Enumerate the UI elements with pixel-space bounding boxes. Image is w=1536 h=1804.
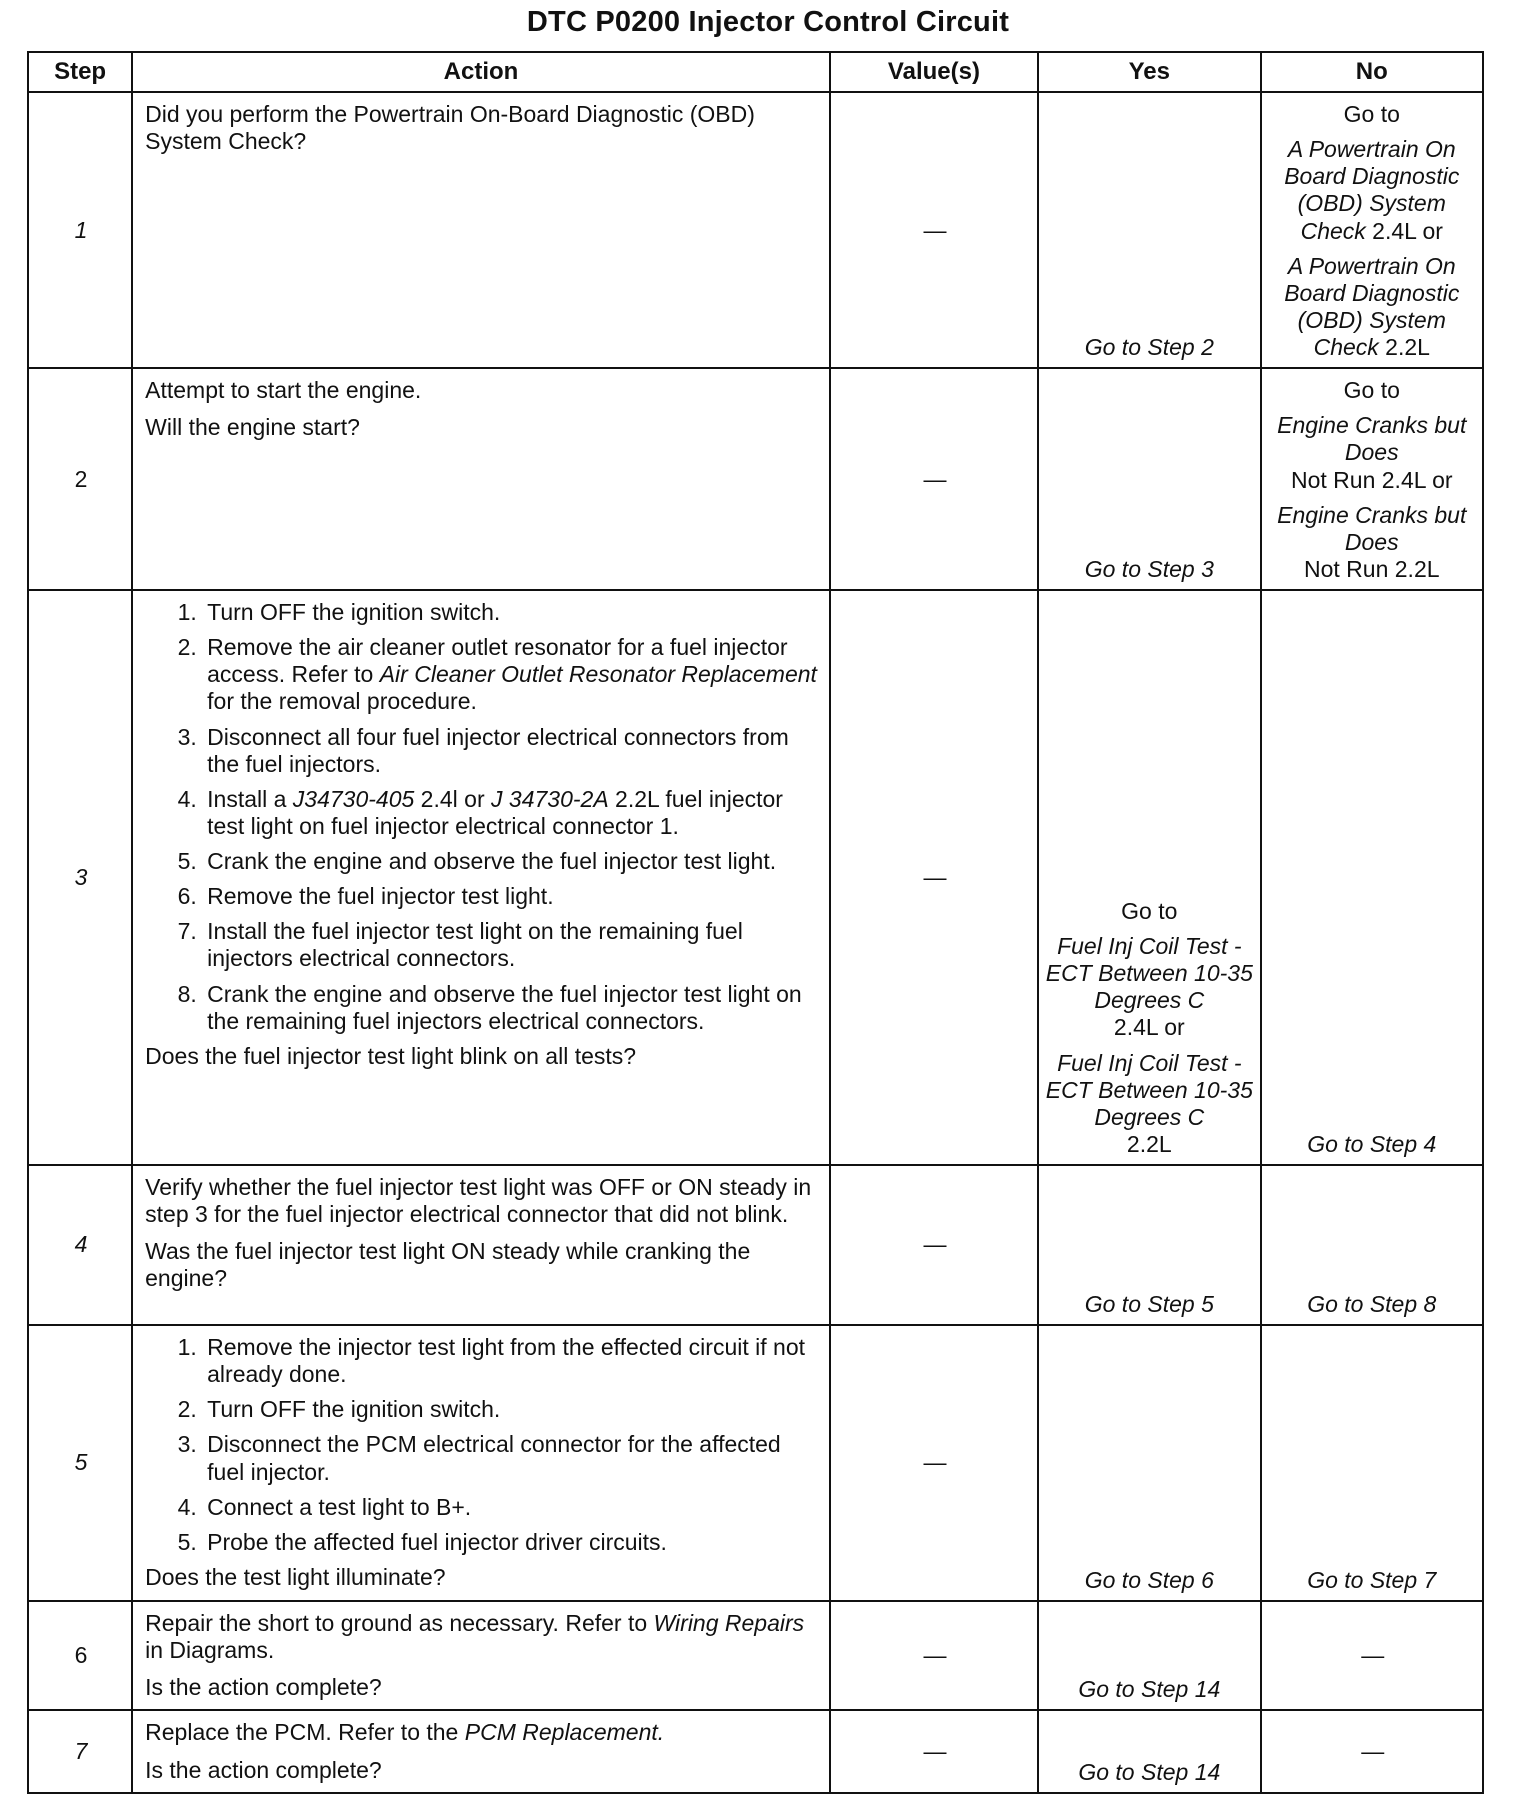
procedure-item: 5. Probe the affected fuel injector driver circuits.	[203, 1529, 819, 1556]
procedure-item: 4. Connect a test light to B+.	[203, 1494, 819, 1521]
action-question: Will the engine start?	[145, 414, 360, 441]
yes-reference-suffix: 2.2L	[1126, 1130, 1172, 1157]
action-cell	[132, 1601, 830, 1710]
no-reference-suffix: 2.2L	[1378, 334, 1430, 360]
header-action: Action	[132, 52, 830, 92]
procedure-list	[145, 1334, 819, 1556]
no-cell	[1261, 368, 1483, 590]
yes-goto-label: Go to	[1121, 897, 1178, 924]
step-number: 2	[28, 368, 132, 590]
action-text	[145, 1610, 819, 1664]
yes-cell	[1038, 92, 1260, 368]
procedure-item: 2. Turn OFF the ignition switch.	[203, 1396, 819, 1423]
yes-goto: Go to Step 14	[1078, 1758, 1221, 1785]
no-reference-1	[1266, 412, 1478, 493]
no-reference-1	[1266, 136, 1478, 245]
yes-cell	[1038, 1165, 1260, 1325]
yes-reference-title: Fuel Inj Coil Test - ECT Between 10-35 Degrees C	[1045, 1049, 1253, 1130]
no-reference-title: A Powertrain On Board Diagnostic (OBD) System Check	[1284, 252, 1460, 360]
no-goto: Go to Step 7	[1307, 1566, 1437, 1593]
header-yes: Yes	[1038, 52, 1260, 92]
yes-reference-1	[1043, 933, 1255, 1042]
procedure-item: 7. Install the fuel injector test light on the remaining fuel injectors electrical connectors.	[203, 918, 819, 972]
procedure-item: 6. Remove the fuel injector test light.	[203, 883, 819, 910]
yes-cell	[1038, 590, 1260, 1165]
table-header-row	[28, 52, 1483, 92]
diagnostic-table	[27, 51, 1484, 1794]
step-number: 4	[28, 1165, 132, 1325]
header-step: Step	[28, 52, 132, 92]
no-reference-2	[1266, 502, 1478, 583]
yes-cell	[1038, 1601, 1260, 1710]
item-text: Remove the air cleaner outlet resonator for a fuel injector access. Refer to	[207, 634, 788, 688]
value-cell: —	[830, 590, 1038, 1165]
item-tool-number: J 34730-2A	[491, 785, 609, 812]
no-cell	[1261, 590, 1483, 1165]
procedure-list	[145, 599, 819, 1035]
procedure-item: 8. Crank the engine and observe the fuel injector test light on the remaining fuel injectors electrical connectors.	[203, 981, 819, 1035]
no-cell: —	[1261, 1601, 1483, 1710]
action-text: Verify whether the fuel injector test light was OFF or ON steady in step 3 for the fuel injector electrical connector that did not blink.	[145, 1174, 812, 1228]
value-cell: —	[830, 1601, 1038, 1710]
step-number: 6	[28, 1601, 132, 1710]
action-question: Does the test light illuminate?	[145, 1563, 446, 1590]
item-text: Install a	[207, 785, 293, 812]
action-text	[145, 1719, 819, 1746]
no-reference-title: A Powertrain On Board Diagnostic (OBD) System Check	[1284, 136, 1460, 244]
yes-cell	[1038, 1710, 1260, 1792]
action-text: Attempt to start the engine.	[145, 377, 422, 404]
action-reference: Wiring Repairs	[653, 1610, 805, 1636]
value-cell: —	[830, 368, 1038, 590]
action-question: Does the fuel injector test light blink on all tests?	[145, 1042, 637, 1069]
action-text-part: Replace the PCM. Refer to the	[145, 1719, 465, 1746]
action-question: Was the fuel injector test light ON steady while cranking the engine?	[145, 1238, 751, 1292]
yes-goto: Go to Step 14	[1078, 1676, 1221, 1703]
action-cell	[132, 1710, 830, 1792]
table-row-step-3	[28, 590, 1483, 1165]
step-number: 7	[28, 1710, 132, 1792]
no-reference-suffix: Not Run 2.4L or	[1291, 466, 1453, 493]
step-number: 5	[28, 1325, 132, 1601]
action-cell	[132, 92, 830, 368]
yes-reference-title: Fuel Inj Coil Test - ECT Between 10-35 Degrees C	[1045, 933, 1253, 1014]
item-tool-number: J34730-405	[292, 785, 415, 812]
procedure-item: 1. Turn OFF the ignition switch.	[203, 599, 819, 626]
procedure-item	[203, 634, 819, 715]
no-goto: Go to Step 8	[1307, 1290, 1437, 1317]
no-goto: Go to Step 4	[1307, 1130, 1437, 1157]
page-title: DTC P0200 Injector Control Circuit	[526, 6, 1010, 38]
yes-cell	[1038, 1325, 1260, 1601]
yes-reference-2	[1043, 1050, 1255, 1159]
action-cell	[132, 1165, 830, 1325]
header-values: Value(s)	[830, 52, 1038, 92]
procedure-item	[203, 786, 819, 840]
yes-reference-suffix: 2.4L or	[1113, 1014, 1185, 1041]
table-row-step-5	[28, 1325, 1483, 1601]
item-text: for the removal procedure.	[207, 688, 477, 715]
no-cell	[1261, 92, 1483, 368]
no-cell	[1261, 1165, 1483, 1325]
yes-cell	[1038, 368, 1260, 590]
table-row-step-6	[28, 1601, 1483, 1710]
no-reference-suffix: Not Run 2.2L	[1304, 555, 1440, 582]
no-cell: —	[1261, 1710, 1483, 1792]
yes-goto: Go to Step 3	[1084, 555, 1214, 582]
procedure-item: 3. Disconnect all four fuel injector electrical connectors from the fuel injectors.	[203, 724, 819, 778]
step-number: 3	[28, 590, 132, 1165]
value-cell: —	[830, 92, 1038, 368]
header-no: No	[1261, 52, 1483, 92]
no-goto-label: Go to	[1343, 377, 1400, 404]
table-row-step-1	[28, 92, 1483, 368]
item-text: 2.4l or	[414, 785, 492, 812]
procedure-item: 3. Disconnect the PCM electrical connector for the affected fuel injector.	[203, 1431, 819, 1485]
action-cell	[132, 368, 830, 590]
no-reference-suffix: 2.4L or	[1365, 217, 1443, 244]
no-reference-title: Engine Cranks but Does	[1277, 501, 1467, 555]
no-goto-label: Go to	[1343, 101, 1400, 127]
yes-goto: Go to Step 2	[1084, 334, 1214, 360]
value-cell: —	[830, 1325, 1038, 1601]
value-cell: —	[830, 1710, 1038, 1792]
yes-goto: Go to Step 5	[1084, 1290, 1214, 1317]
action-text-part: in Diagrams.	[145, 1637, 275, 1664]
table-row-step-7	[28, 1710, 1483, 1792]
action-question: Is the action complete?	[145, 1756, 382, 1783]
action-text-part: Repair the short to ground as necessary. Refer to	[145, 1610, 654, 1636]
no-reference-2	[1266, 253, 1478, 362]
no-cell	[1261, 1325, 1483, 1601]
table-row-step-2	[28, 368, 1483, 590]
yes-goto: Go to Step 6	[1084, 1566, 1214, 1593]
procedure-item: 5. Crank the engine and observe the fuel injector test light.	[203, 848, 819, 875]
action-cell	[132, 590, 830, 1165]
item-reference: Air Cleaner Outlet Resonator Replacement	[379, 661, 817, 688]
step-number: 1	[28, 92, 132, 368]
action-question: Is the action complete?	[145, 1674, 382, 1701]
procedure-item: 1. Remove the injector test light from the effected circuit if not already done.	[203, 1334, 819, 1388]
table-row-step-4	[28, 1165, 1483, 1325]
item-text: 2.2L fuel injector test light on fuel injector electrical connector 1.	[207, 785, 783, 839]
action-text: Did you perform the Powertrain On-Board Diagnostic (OBD) System Check?	[145, 101, 755, 155]
action-cell	[132, 1325, 830, 1601]
action-reference: PCM Replacement.	[464, 1719, 665, 1746]
no-reference-title: Engine Cranks but Does	[1277, 412, 1467, 466]
value-cell: —	[830, 1165, 1038, 1325]
